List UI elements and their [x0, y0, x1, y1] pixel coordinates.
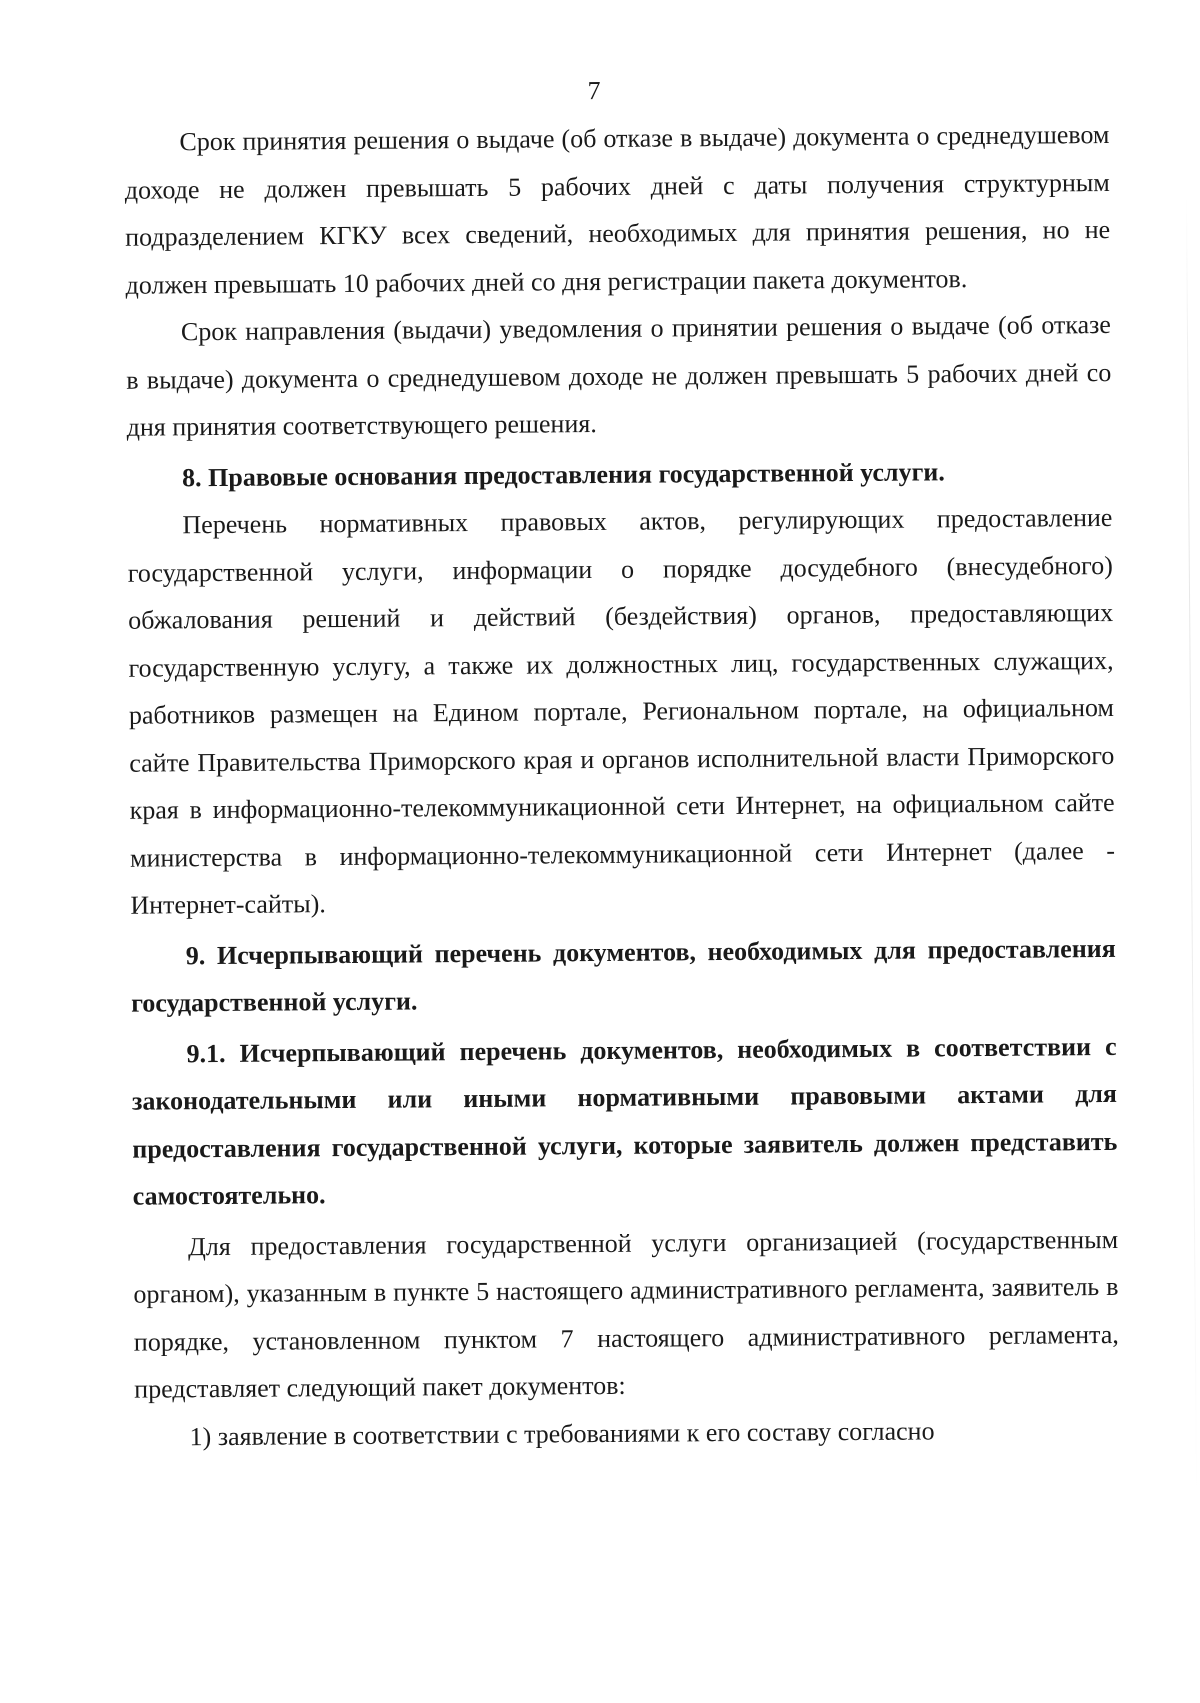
list-item-1: 1) заявление в соответствии с требованиями к его составу согласно	[189, 1415, 935, 1451]
document-body	[124, 111, 1120, 1461]
section-heading-9: 9. Исчерпывающий перечень документов, необходимых для предоставления государственной услуги.	[131, 933, 1116, 1018]
paragraph-legal-acts: Перечень нормативных правовых актов, регулирующих предоставление государственной услуги, информации о порядке досудебного (внесудебного) обжалования решений и действий (бездействия) органов, предоставляющих государственную услугу, а также их должностных лиц, государственных служащих, работников размещен на Едином портале, Региональном портале, на официальном сайте Правительства Приморского края и органов исполнительной власти Приморского края в информационно-телекоммуникационной сети Интернет, на официальном сайте министерства в информационно-телекоммуникационной сети Интернет (далее - Интернет-сайты).	[127, 502, 1116, 920]
paragraph-decision-deadline: Срок принятия решения о выдаче (об отказе в выдаче) документа о среднедушевом доходе не должен превышать 5 рабочих дней с даты получения структурным подразделением КГКУ всех сведений, необходимых для принятия решения, но не должен превышать 10 рабочих дней со дня регистрации пакета документов.	[124, 119, 1111, 300]
paragraph-documents-package: Для предоставления государственной услуги организацией (государственным органом), указанным в пункте 5 настоящего административного регламента, заявитель в порядке, установленном пунктом 7 настоящего административного регламента, представляет следующий пакет документов:	[133, 1224, 1119, 1404]
page-number: 7	[587, 75, 601, 106]
paragraph-notification-deadline: Срок направления (выдачи) уведомления о принятии решения о выдаче (об отказе в выдаче) документа о среднедушевом доходе не должен превышать 5 рабочих дней со дня принятия соответствующего решения.	[126, 309, 1112, 442]
scan-edge-line	[1186, 195, 1197, 1495]
section-heading-9-1: 9.1. Исчерпывающий перечень документов, необходимых в соответствии с законодательными или иными нормативными правовыми актами для предоставления государственной услуги, которые заявитель должен представить самостоятельно.	[131, 1031, 1118, 1211]
section-heading-8: 8. Правовые основания предоставления государственной услуги.	[181, 456, 945, 492]
